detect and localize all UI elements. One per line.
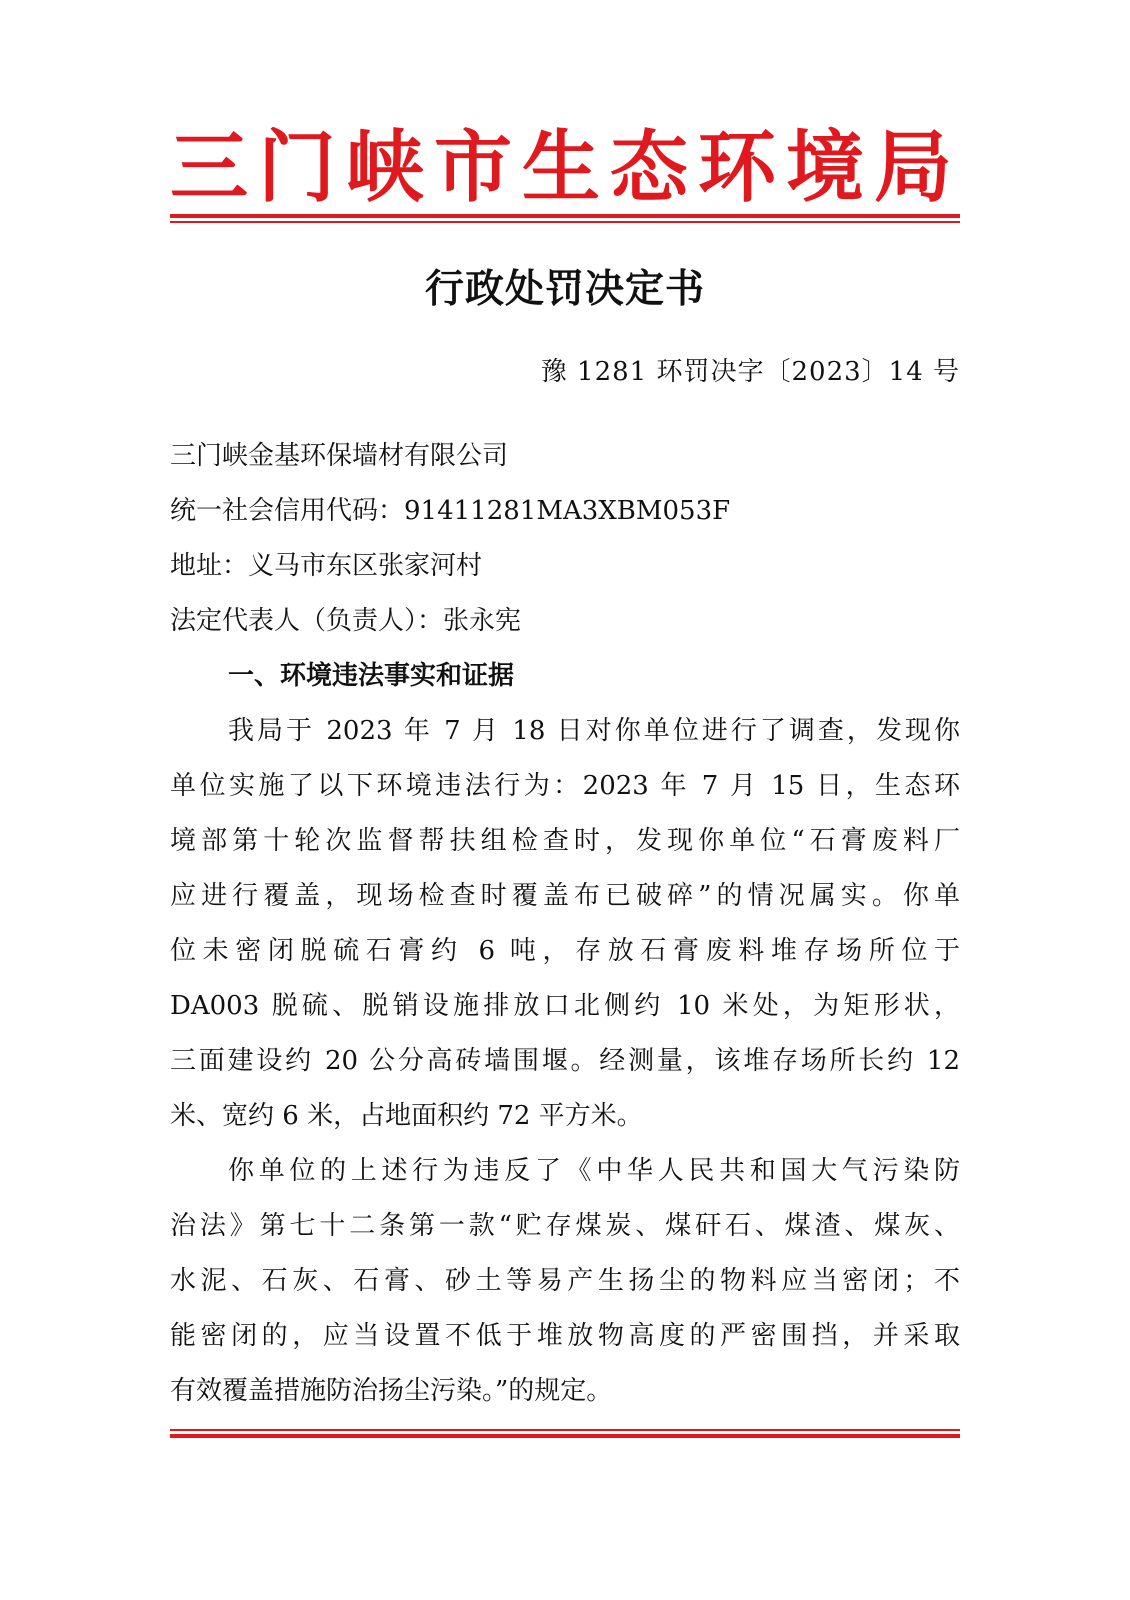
party-name: 三门峡金基环保墙材有限公司 [170, 441, 509, 471]
party-address: 地址：义马市东区张家河村 [170, 551, 483, 581]
letterhead-red-rule-thin [170, 221, 960, 223]
paragraph-line: DA003 脱硫、脱销设施排放口北侧约 10 米处，为矩形状， [170, 991, 960, 1021]
document-number: 豫 1281 环罚决字〔2023〕14 号 [540, 357, 960, 387]
paragraph-line: 水泥、石灰、石膏、砂土等易产生扬尘的物料应当密闭；不 [170, 1266, 960, 1296]
paragraph-line: 有效覆盖措施防治扬尘污染。”的规定。 [170, 1376, 613, 1406]
section-heading-facts: 一、环境违法事实和证据 [228, 661, 515, 691]
party-credit-code: 统一社会信用代码：91411281MA3XBM053F [170, 496, 731, 526]
footer-red-rule-thin [170, 1429, 960, 1431]
paragraph-line: 治法》第七十二条第一款“贮存煤炭、煤矸石、煤渣、煤灰、 [170, 1211, 960, 1241]
letterhead-agency-name: 三门峡市生态环境局 [170, 122, 963, 213]
paragraph-line: 境部第十轮次监督帮扶组检查时，发现你单位“石膏废料厂 [170, 826, 960, 856]
footer-red-rule-thick [170, 1434, 960, 1438]
paragraph-line: 你单位的上述行为违反了《中华人民共和国大气污染防 [228, 1156, 960, 1186]
letterhead-red-rule-thick [170, 214, 960, 218]
paragraph-line: 能密闭的，应当设置不低于堆放物高度的严密围挡，并采取 [170, 1321, 960, 1351]
paragraph-line: 应进行覆盖，现场检查时覆盖布已破碎”的情况属实。你单 [170, 881, 960, 911]
document-title: 行政处罚决定书 [424, 267, 705, 312]
paragraph-line: 位未密闭脱硫石膏约 6 吨，存放石膏废料堆存场所位于 [170, 936, 960, 966]
party-representative: 法定代表人（负责人）：张永宪 [170, 606, 522, 636]
paragraph-line: 我局于 2023 年 7 月 18 日对你单位进行了调查，发现你 [228, 716, 960, 746]
paragraph-line: 单位实施了以下环境违法行为：2023 年 7 月 15 日，生态环 [170, 771, 960, 801]
paragraph-line: 米、宽约 6 米，占地面积约 72 平方米。 [170, 1101, 643, 1131]
paragraph-line: 三面建设约 20 公分高砖墙围堰。经测量，该堆存场所长约 12 [170, 1046, 960, 1076]
